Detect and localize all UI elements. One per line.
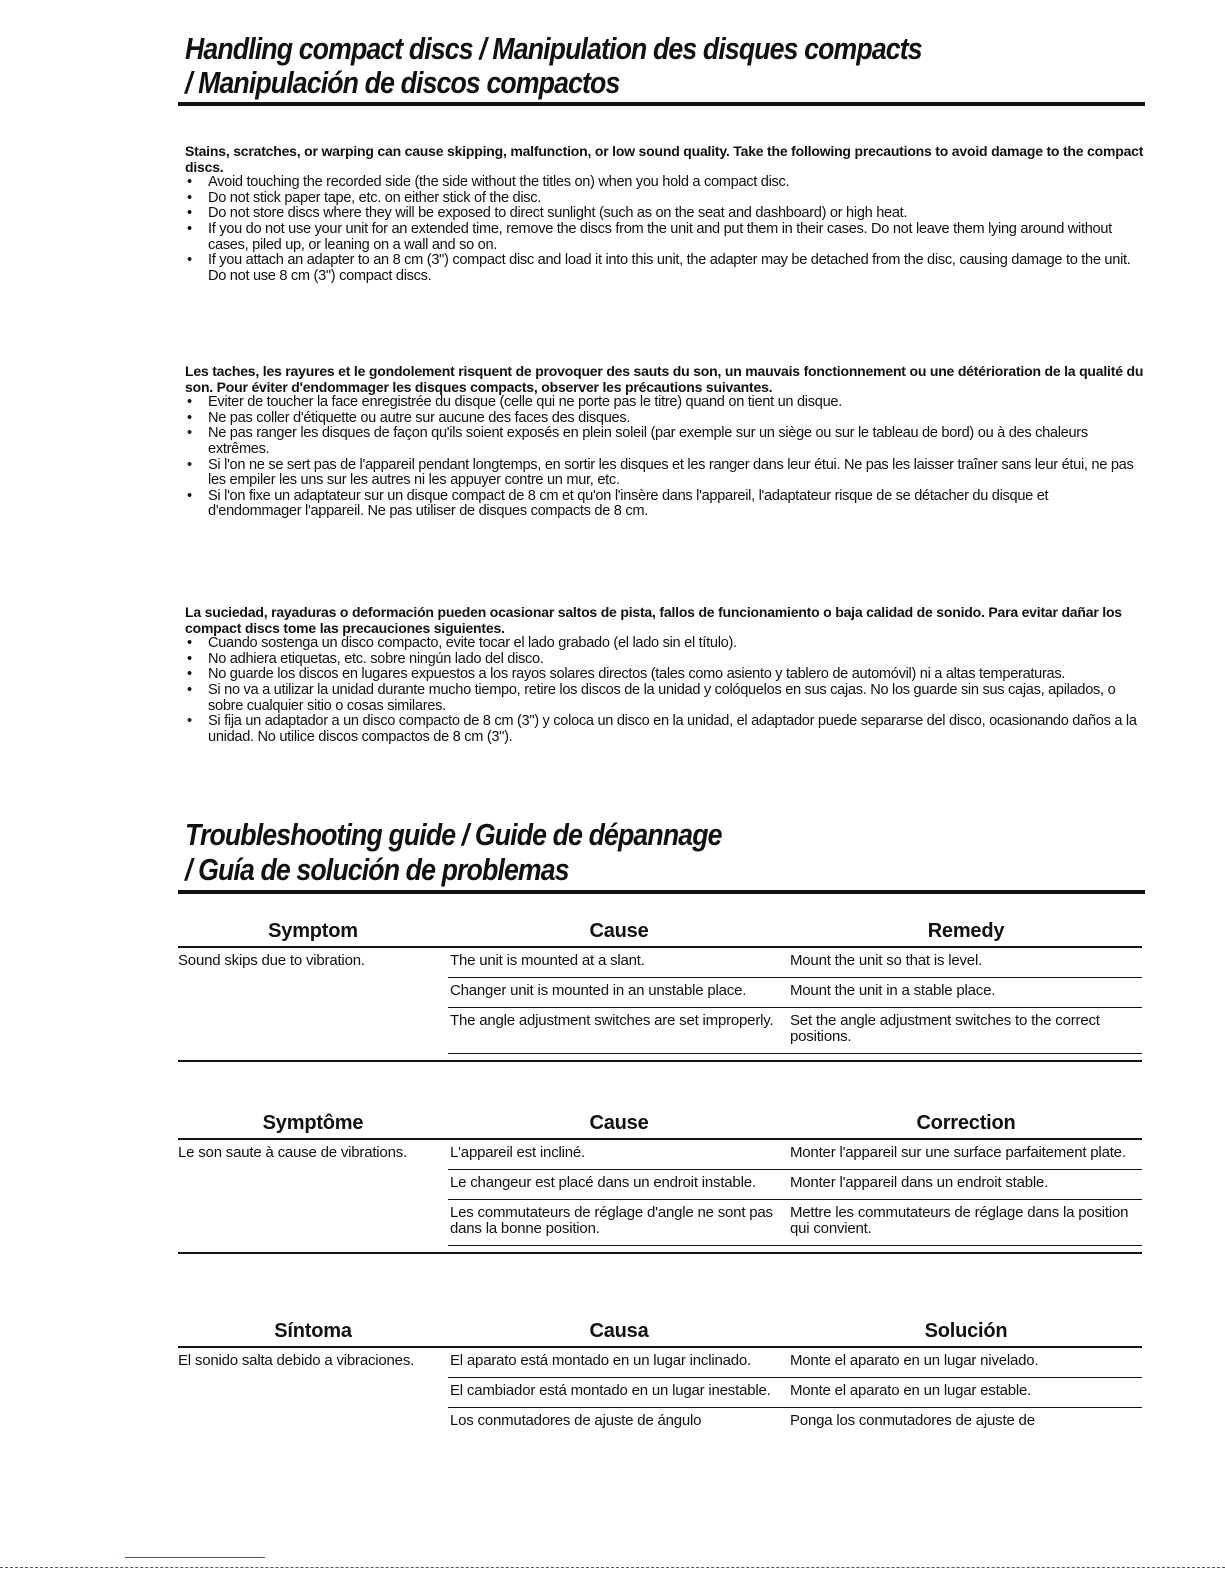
bullet-list — [185, 175, 1145, 284]
cause-remedy-row — [448, 1145, 1142, 1170]
symptom-cell: El sonido salta debido a vibraciones. — [178, 1352, 415, 1369]
handling-title-line1: Handling compact discs / Manipulation des disques compacts — [185, 31, 922, 66]
troubleshooting-table-es — [178, 1316, 1142, 1443]
english-precautions — [185, 144, 1145, 284]
list-item: • No guarde los discos en lugares expuestos a los rayos solares directos (tales como asiento y tablero de automóvil) ni a altas temperaturas. — [185, 667, 1145, 683]
cause-remedy-row — [448, 1353, 1142, 1378]
column-header: Cause — [589, 1112, 649, 1134]
cause-remedy-row — [448, 1200, 1142, 1246]
cause-cell: L'appareil est incliné. — [448, 1145, 788, 1170]
remedy-cell: Monte el aparato en un lugar estable. — [788, 1378, 1142, 1408]
column-header: Causa — [589, 1320, 649, 1342]
column-header: Symptôme — [262, 1112, 364, 1134]
handling-title-line2: / Manipulación de discos compactos — [185, 65, 620, 100]
title-rule — [178, 102, 1145, 106]
table-header — [178, 1108, 1142, 1140]
bullet-list — [185, 395, 1145, 520]
cause-cell: El aparato está montado en un lugar inclinado. — [448, 1353, 788, 1378]
troubleshooting-table-fr — [178, 1108, 1142, 1254]
table-row — [178, 948, 1142, 1060]
cause-cell: The unit is mounted at a slant. — [448, 953, 788, 978]
list-item: • Avoid touching the recorded side (the side without the titles on) when you hold a compact disc. — [185, 175, 1145, 191]
cause-cell: Los conmutadores de ajuste de ángulo — [450, 1412, 702, 1429]
remedy-cell: Monter l'appareil dans un endroit stable. — [788, 1170, 1142, 1200]
french-precautions — [185, 364, 1145, 520]
list-item: • Ne pas ranger les disques de façon qu'ils soient exposés en plein soleil (par exemple sur un siège ou sur le tableau de bord) ou à des chaleurs extrêmes. — [185, 426, 1145, 457]
table-header — [178, 916, 1142, 948]
troubleshooting-rule — [178, 890, 1145, 894]
cause-cell: The angle adjustment switches are set improperly. — [448, 1008, 788, 1054]
list-item: • Do not store discs where they will be exposed to direct sunlight (such as on the seat and dashboard) or high heat. — [185, 206, 1145, 222]
remedy-cell: Mount the unit so that is level. — [788, 953, 1142, 978]
cause-remedy-row — [448, 1008, 1142, 1054]
cause-remedy-row — [448, 1378, 1142, 1408]
column-header: Cause — [589, 920, 649, 942]
list-item: • If you do not use your unit for an extended time, remove the discs from the unit and put them in their cases. Do not leave them lying around without cases, piled up, or leaning on a wall and so on. — [185, 222, 1145, 253]
remedy-cell: Monter l'appareil sur une surface parfaitement plate. — [788, 1145, 1142, 1170]
list-item: • Do not stick paper tape, etc. on either stick of the disc. — [185, 191, 1145, 207]
list-item: • Ne pas coller d'étiquette ou autre sur aucune des faces des disques. — [185, 411, 1145, 427]
column-header: Solución — [924, 1320, 1008, 1342]
remedy-cell: Monte el aparato en un lugar nivelado. — [788, 1353, 1142, 1378]
table-end-rule — [178, 1060, 1142, 1062]
list-item: • Si no va a utilizar la unidad durante mucho tiempo, retire los discos de la unidad y colóquelos en sus cajas. No los guarde sin sus cajas, apilados, o sobre cualquier sitio o cosas similares. — [185, 683, 1145, 714]
table-row — [178, 1348, 1142, 1443]
list-item: • Si l'on fixe un adaptateur sur un disque compact de 8 cm et qu'on l'insère dans l'appareil, l'adaptateur risque de se détacher du disque et d'endommager l'appareil. Ne pas utiliser de disques compacts de 8 cm. — [185, 489, 1145, 520]
remedy-cell: Mount the unit in a stable place. — [788, 978, 1142, 1008]
cause-remedy-row — [448, 953, 1142, 978]
lead-paragraph: Les taches, les rayures et le gondolement risquent de provoquer des sauts du son, un mauvais fonctionnement ou une détérioration de la qualité du son. Pour éviter d'endommager les disques compacts, observer les précautions suivantes. — [185, 363, 1144, 395]
bullet-list — [185, 636, 1145, 745]
cause-cell: Les commutateurs de réglage d'angle ne sont pas dans la bonne position. — [448, 1200, 788, 1246]
table-row — [178, 1140, 1142, 1252]
cause-remedy-group — [448, 953, 1142, 1054]
cause-remedy-row — [448, 978, 1142, 1008]
spanish-precautions — [185, 605, 1145, 745]
list-item: • Eviter de toucher la face enregistrée du disque (celle qui ne porte pas le titre) quand on tient un disque. — [185, 395, 1145, 411]
remedy-cell: Set the angle adjustment switches to the correct positions. — [788, 1008, 1142, 1054]
remedy-cell: Ponga los conmutadores de ajuste de — [790, 1412, 1035, 1429]
cause-cell: Le changeur est placé dans un endroit instable. — [448, 1170, 788, 1200]
cause-remedy-row — [448, 1170, 1142, 1200]
column-header: Síntoma — [274, 1320, 352, 1342]
list-item: • Si l'on ne se sert pas de l'appareil pendant longtemps, en sortir les disques et les ranger dans leur étui. Ne pas les laisser traîner sans leur étui, ne pas les empiler les uns sur les autres ni les appuyer contre un mur, etc. — [185, 458, 1145, 489]
lead-paragraph: Stains, scratches, or warping can cause skipping, malfunction, or low sound quality. Take the following precautions to avoid damage to the compact discs. — [185, 143, 1144, 175]
remedy-cell: Mettre les commutateurs de réglage dans la position qui convient. — [788, 1200, 1142, 1246]
column-header: Correction — [916, 1112, 1016, 1134]
column-header: Symptom — [268, 920, 358, 942]
troubleshooting-title-line1: Troubleshooting guide / Guide de dépannage — [185, 817, 722, 852]
lead-paragraph: La suciedad, rayaduras o deformación pueden ocasionar saltos de pista, fallos de funcionamiento o baja calidad de sonido. Para evitar dañar los compact discs tome las precauciones siguientes. — [185, 604, 1122, 636]
cause-remedy-row — [448, 1408, 1142, 1437]
cause-cell: Changer unit is mounted in an unstable place. — [448, 978, 788, 1008]
cause-remedy-group — [448, 1353, 1142, 1437]
list-item: • If you attach an adapter to an 8 cm (3") compact disc and load it into this unit, the adapter may be detached from the disc, causing damage to the unit. Do not use 8 cm (3") compact discs. — [185, 253, 1145, 284]
table-end-rule — [178, 1252, 1142, 1254]
table-header — [178, 1316, 1142, 1348]
list-item: • No adhiera etiquetas, etc. sobre ningún lado del disco. — [185, 652, 1145, 668]
column-header: Remedy — [927, 920, 1005, 942]
list-item: • Cuando sostenga un disco compacto, evite tocar el lado grabado (el lado sin el título). — [185, 636, 1145, 652]
symptom-cell: Sound skips due to vibration. — [178, 952, 365, 969]
page-edge-line — [0, 1567, 1225, 1568]
troubleshooting-title-line2: / Guía de solución de problemas — [185, 852, 569, 887]
cause-cell: El cambiador está montado en un lugar inestable. — [448, 1378, 788, 1408]
blue-mark — [125, 1557, 265, 1558]
list-item: • Si fija un adaptador a un disco compacto de 8 cm (3") y coloca un disco en la unidad, el adaptador puede separarse del disco, ocasionando daños a la unidad. No utilice discos compactos de 8 cm (3"). — [185, 714, 1145, 745]
cause-remedy-group — [448, 1145, 1142, 1246]
symptom-cell: Le son saute à cause de vibrations. — [178, 1144, 407, 1161]
troubleshooting-table-en — [178, 916, 1142, 1062]
